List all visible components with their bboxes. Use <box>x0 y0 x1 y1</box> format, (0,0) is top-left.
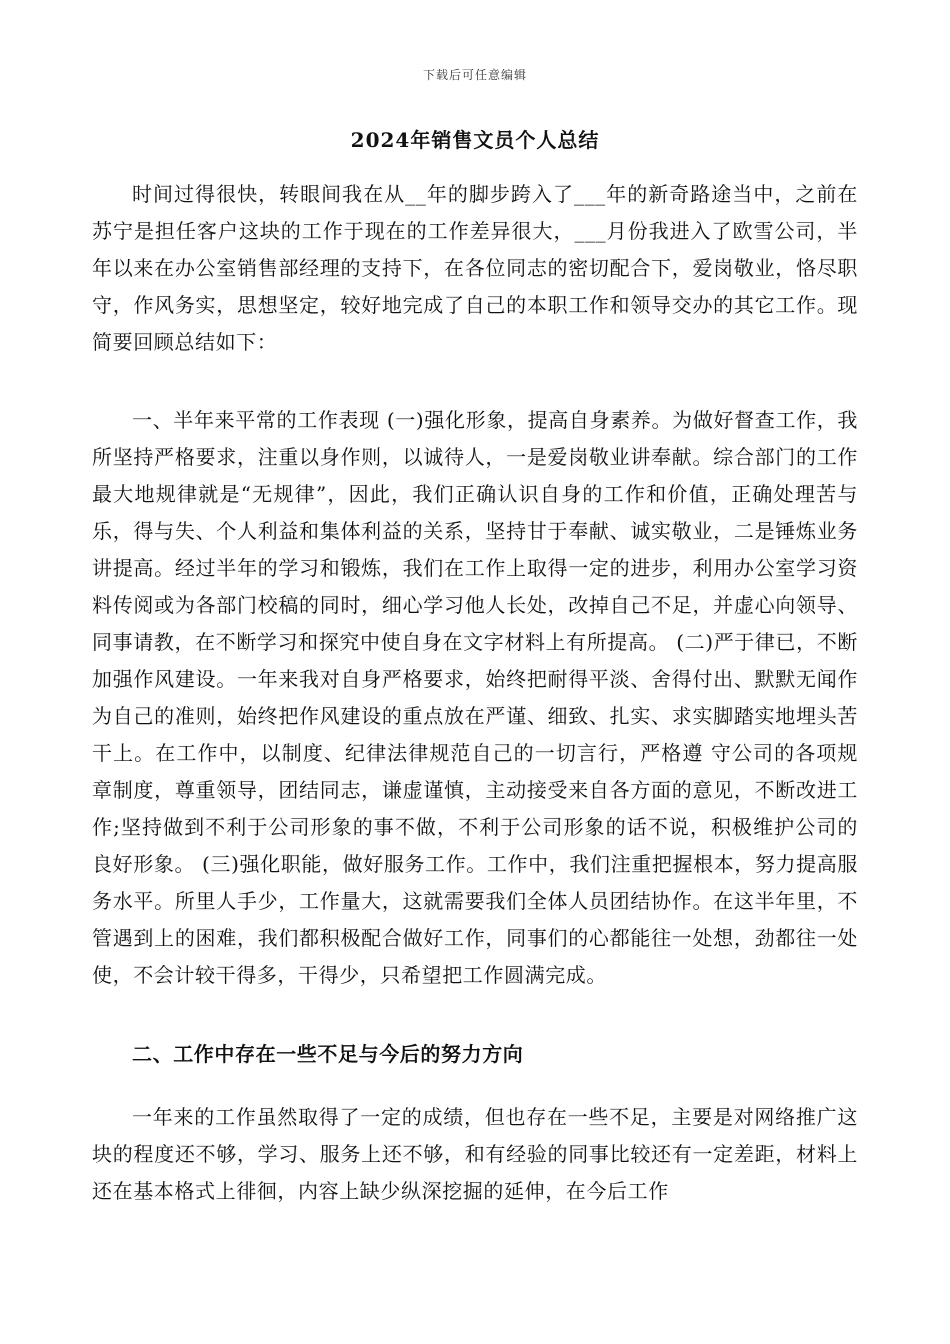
header-note: 下载后可任意编辑 <box>422 68 527 82</box>
paragraph-intro: 时间过得很快，转眼间我在从__年的脚步跨入了___年的新奇路途当中，之前在苏宁是担任客户这块的工作于现在的工作差异很大，___月份我进入了欧雪公司，半年以来在办公室销售部经理的支持下，在各位同志的密切配合下，爱岗敬业，恪尽职守，作风务实，思想坚定，较好地完成了自己的本职工作和领导交办的其它工作。现简要回顾总结如下： <box>92 182 858 354</box>
document-title: 2024年销售文员个人总结 <box>350 128 600 152</box>
paragraph-work-performance: 一、半年来平常的工作表现 (一)强化形象，提高自身素养。为做好督查工作，我所坚持严格要求，注重以身作则，以诚待人，一是爱岗敬业讲奉献。综合部门的工作最大地规律就是“无规律”，因此，我们正确认识自身的工作和价值，正确处理苦与乐，得与失、个人利益和集体利益的关系，坚持甘于奉献、诚实敬业，二是锤炼业务讲提高。经过半年的学习和锻炼，我们在工作上取得一定的进步，利用办公室学习资料传阅或为各部门校稿的同时，细心学习他人长处，改掉自己不足，并虚心向领导、同事请教，在不断学习和探究中使自身在文字材料上有所提高。 (二)严于律已，不断加强作风建设。一年来我对自身严格要求，始终把耐得平淡、舍得付出、默默无闻作为自己的准则，始终把作风建设的重点放在严谨、细致、扎实、求实脚踏实地埋头苦干上。在工作中，以制度、纪律法律规范自己的一切言行，严格遵 守公司的各项规章制度，尊重领导，团结同志，谦虚谨慎，主动接受来自各方面的意见，不断改进工作;坚持做到不利于公司形象的事不做，不利于公司形象的话不说，积极维护公司的良好形象。 (三)强化职能，做好服务工作。工作中，我们注重把握根本，努力提高服务水平。所里人手少，工作量大，这就需要我们全体人员团结协作。在这半年里，不管遇到上的困难，我们都积极配合做好工作，同事们的心都能往一处想，劲都往一处使，不会计较干得多，干得少，只希望把工作圆满完成。 <box>92 408 858 987</box>
section-heading: 二、工作中存在一些不足与今后的努力方向 <box>132 1042 524 1066</box>
paragraph-shortcomings: 一年来的工作虽然取得了一定的成绩，但也存在一些不足，主要是对网络推广这块的程度还不够，学习、服务上还不够，和有经验的同事比较还有一定差距，材料上还在基本格式上徘徊，内容上缺少纵深挖掘的延伸，在今后工作 <box>92 1105 858 1203</box>
